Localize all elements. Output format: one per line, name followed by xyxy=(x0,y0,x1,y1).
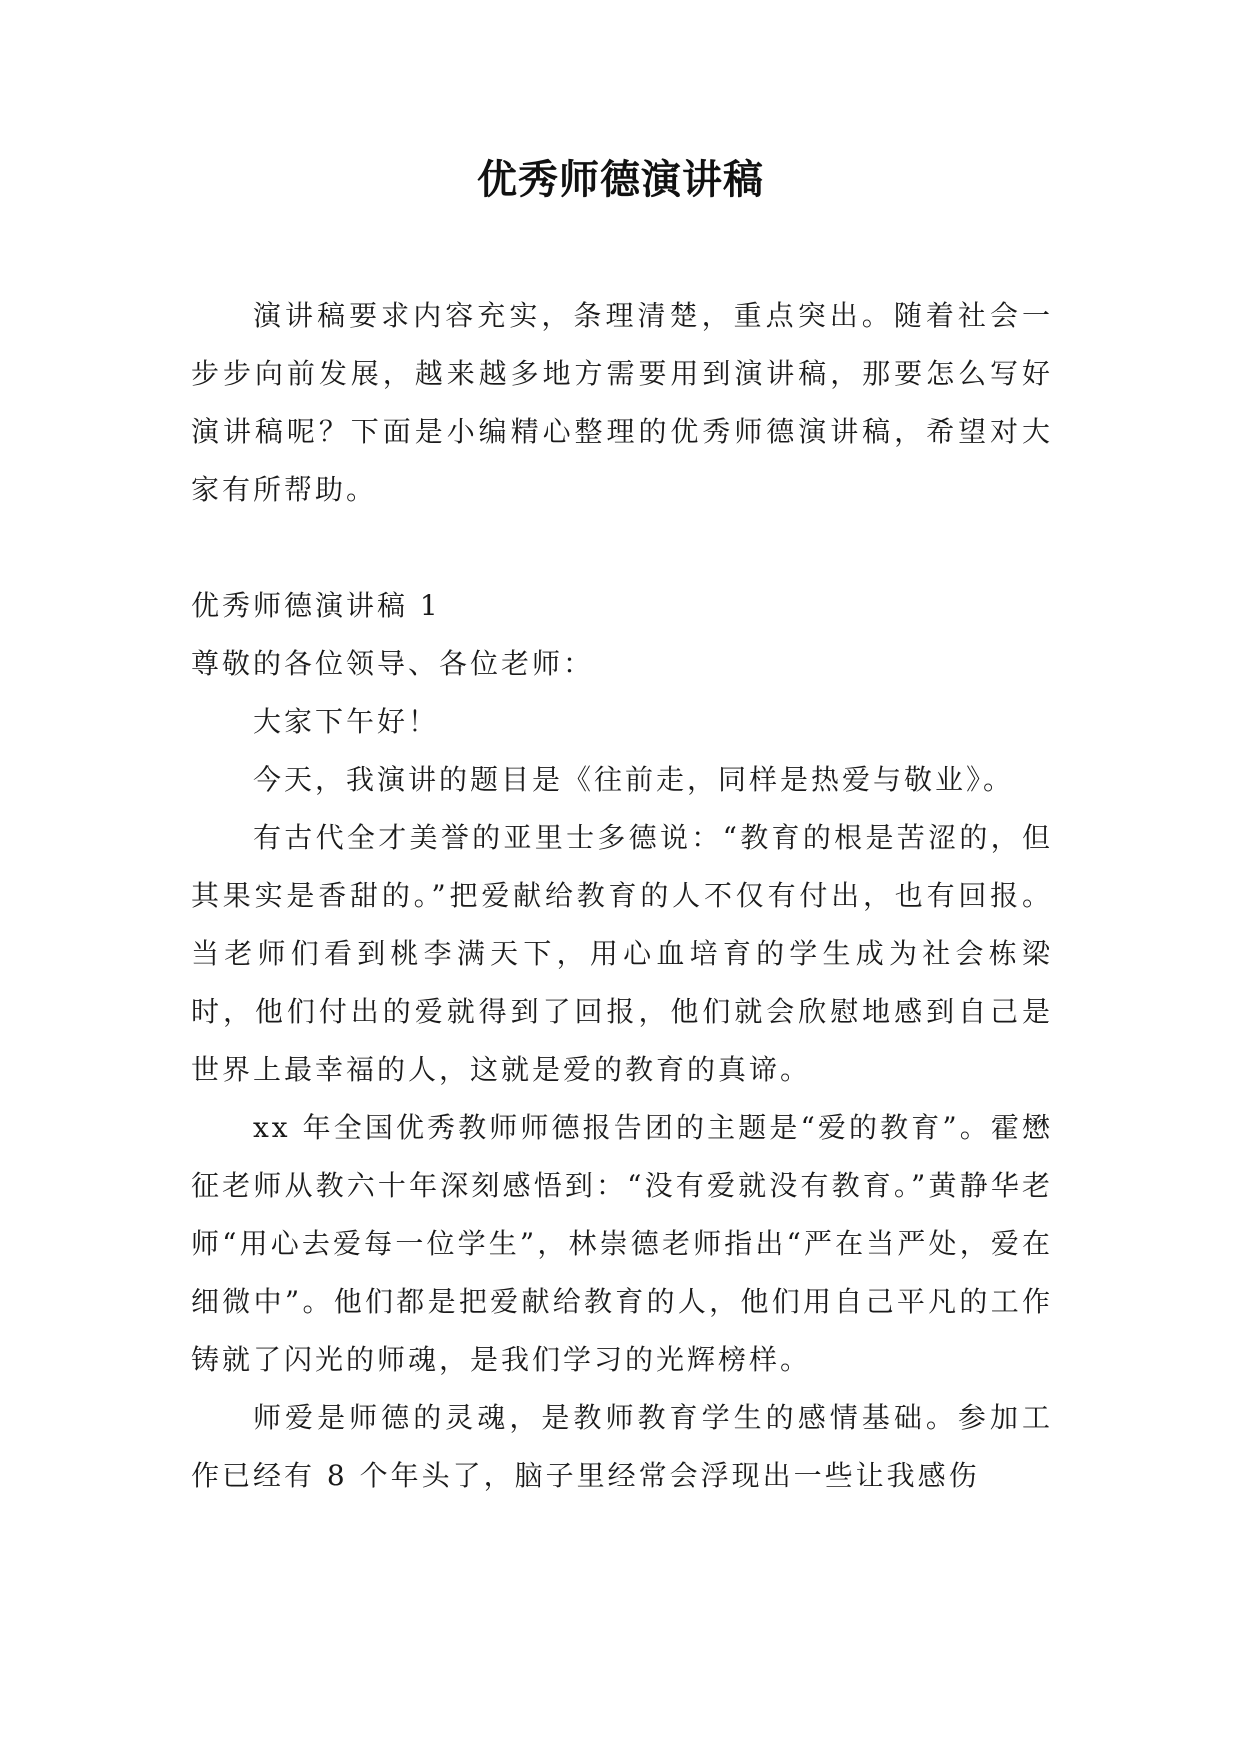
intro-paragraph: 演讲稿要求内容充实，条理清楚，重点突出。随着社会一步步向前发展，越来越多地方需要用到演讲稿，那要怎么写好演讲稿呢？下面是小编精心整理的优秀师德演讲稿，希望对大家有所帮助。 xyxy=(191,299,1053,506)
speech-paragraph-aristotle: 有古代全才美誉的亚里士多德说：“教育的根是苦涩的，但其果实是香甜的。”把爱献给教育的人不仅有付出，也有回报。当老师们看到桃李满天下，用心血培育的学生成为社会栋梁时，他们付出的爱就得到了回报，他们就会欣慰地感到自己是世界上最幸福的人，这就是爱的教育的真谛。 xyxy=(191,821,1053,1086)
greeting: 大家下午好！ xyxy=(253,705,440,738)
speech-paragraph-topic: 今天，我演讲的题目是《往前走，同样是热爱与敬业》。 xyxy=(253,763,1015,796)
speech-paragraph-teacher-love: 师爱是师德的灵魂，是教师教育学生的感情基础。参加工作已经有 8 个年头了，脑子里经常会浮现出一些让我感伤 xyxy=(191,1401,1053,1492)
speech-paragraph-report: xx 年全国优秀教师师德报告团的主题是“爱的教育”。霍懋征老师从教六十年深刻感悟到：“没有爱就没有教育。”黄静华老师“用心去爱每一位学生”，林崇德老师指出“严在当严处，爱在细微中”。他们都是把爱献给教育的人，他们用自己平凡的工作铸就了闪光的师魂，是我们学习的光辉榜样。 xyxy=(191,1111,1053,1376)
document-title: 优秀师德演讲稿 xyxy=(477,157,764,203)
document-body xyxy=(191,287,1053,1505)
section-heading: 优秀师德演讲稿 1 xyxy=(191,589,441,622)
salutation: 尊敬的各位领导、各位老师： xyxy=(191,647,595,680)
